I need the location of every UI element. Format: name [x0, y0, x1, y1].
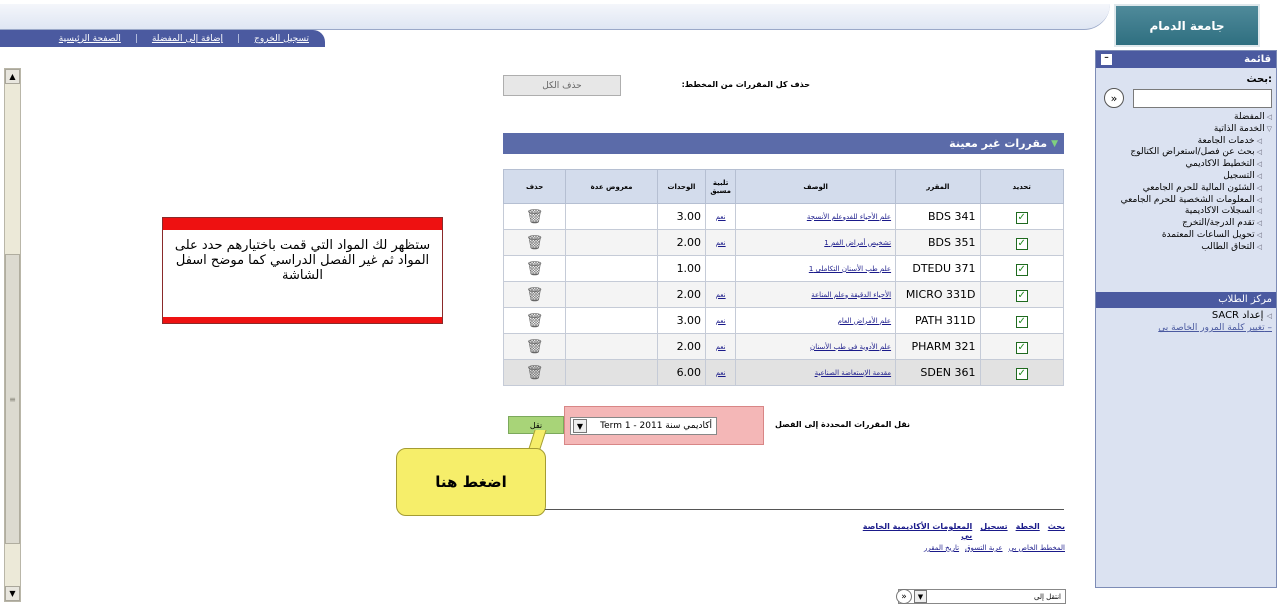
trash-icon[interactable]: 🗑 — [525, 338, 544, 355]
top-banner-curve — [0, 4, 1110, 30]
sidebar-item-label: المعلومات الشخصية للحرم الجامعي — [1120, 194, 1255, 205]
offered-cell — [566, 360, 657, 386]
nav-favorites-link[interactable]: إضافة إلى المفضلة — [151, 33, 224, 44]
table-row — [504, 334, 1064, 360]
prereq-cell — [706, 256, 736, 282]
select-cell — [980, 230, 1064, 256]
sidebar-item-label: التحاق الطالب — [1201, 241, 1255, 252]
instruction-text: ستظهر لك المواد التي قمت باختيارهم حدد على المواد ثم غير الفصل الدراسي كما موضح اسفل الشاشة — [174, 238, 431, 283]
header-description: الوصف — [736, 170, 896, 204]
table-row — [504, 204, 1064, 230]
trash-icon[interactable]: 🗑 — [525, 312, 544, 329]
sidebar-item-label: تغيير كلمة المرور الخاصة بي — [1158, 323, 1265, 333]
sidebar-item-label: بحث عن فصل/استعراض الكتالوج — [1130, 147, 1255, 158]
divider — [545, 509, 1064, 510]
prereq-cell — [706, 308, 736, 334]
description-cell — [736, 334, 896, 360]
offered-cell — [566, 230, 657, 256]
sidebar-item-label: مركز الطلاب — [1218, 294, 1272, 305]
top-nav — [0, 30, 325, 47]
sidebar-item-label: تحويل الساعات المعتمدة — [1161, 229, 1255, 240]
nav-separator: | — [237, 33, 241, 44]
sidebar-item-student-center[interactable] — [1096, 292, 1276, 308]
prereq-link[interactable]: نعم — [715, 238, 726, 247]
move-button[interactable]: نقل — [508, 416, 564, 434]
delete-cell — [504, 282, 566, 308]
scroll-up-icon[interactable]: ▲ — [5, 69, 20, 84]
sidebar-item[interactable] — [1096, 206, 1276, 218]
dropdown-arrow-icon[interactable]: ▼ — [573, 419, 587, 433]
select-checkbox[interactable]: ✓ — [1017, 367, 1026, 379]
description-link[interactable]: الأحياء الدقيقة وعلم المناعة — [811, 290, 892, 299]
description-cell — [736, 204, 896, 230]
description-link[interactable]: علم الأحياء للفدوعلم الأنسجة — [806, 212, 892, 221]
sidebar-menu-list — [1096, 112, 1276, 254]
units-cell: 3.00 — [657, 308, 705, 334]
course-code-cell: DTEDU 371 — [896, 256, 980, 282]
select-checkbox[interactable]: ✓ — [1017, 315, 1026, 327]
university-logo: جامعة الدمام — [1114, 4, 1260, 47]
offered-cell — [566, 282, 657, 308]
scroll-thumb[interactable]: ≡ — [5, 254, 20, 544]
description-cell — [736, 360, 896, 386]
table-row — [504, 230, 1064, 256]
description-link[interactable]: علم الأدوية في طب الأسنان — [810, 342, 892, 351]
sidebar-menu — [1095, 50, 1277, 588]
sidebar-item[interactable] — [1096, 183, 1276, 195]
description-link[interactable]: مقدمة الإستعاضة الصناعية — [814, 368, 892, 377]
select-cell — [980, 360, 1064, 386]
delete-cell — [504, 204, 566, 230]
sidebar-item[interactable] — [1096, 242, 1276, 254]
scroll-down-icon[interactable]: ▼ — [5, 586, 20, 601]
offered-cell — [566, 334, 657, 360]
remove-all-label: حذف كل المقررات من المخطط: — [681, 80, 810, 89]
table-row — [504, 256, 1064, 282]
sidebar-item-label: المفضلة — [1234, 112, 1265, 122]
bottom-link-academics[interactable]: المعلومات الأكاديمية الخاصة بي — [862, 522, 973, 540]
course-code-cell: SDEN 361 — [896, 360, 980, 386]
prereq-cell — [706, 282, 736, 308]
expand-arrow-icon: ◁ — [1256, 219, 1262, 228]
course-code-cell: BDS 341 — [896, 204, 980, 230]
delete-cell — [504, 360, 566, 386]
goto-select[interactable]: انتقل إلى — [898, 589, 1066, 604]
course-code-cell: MICRO 331D — [896, 282, 980, 308]
move-courses-label: نقل المقررات المحددة إلى الفصل — [775, 420, 910, 429]
nav-logout-link[interactable]: تسجيل الخروج — [254, 33, 309, 44]
select-checkbox[interactable]: ✓ — [1017, 237, 1026, 249]
course-code-cell: PHARM 321 — [896, 334, 980, 360]
prereq-cell — [706, 360, 736, 386]
bottom-links-primary — [860, 522, 1065, 540]
select-checkbox[interactable]: ✓ — [1017, 289, 1026, 301]
bottom-link-enroll[interactable]: تسجيل — [980, 522, 1008, 531]
description-cell — [736, 308, 896, 334]
select-checkbox[interactable]: ✓ — [1017, 341, 1026, 353]
dropdown-arrow-icon[interactable]: ▼ — [914, 590, 927, 603]
prereq-cell — [706, 334, 736, 360]
click-here-callout: اضغط هنا — [396, 448, 546, 516]
select-cell — [980, 282, 1064, 308]
nav-separator: | — [134, 33, 138, 44]
header-offered: معروض عدة — [566, 170, 657, 204]
go-arrow-icon[interactable]: » — [896, 589, 912, 604]
trash-icon[interactable]: 🗑 — [525, 234, 544, 251]
select-cell — [980, 308, 1064, 334]
sidebar-title: قائمة — [1244, 54, 1271, 65]
description-cell — [736, 256, 896, 282]
table-row — [504, 282, 1064, 308]
section-header — [503, 133, 1064, 154]
delete-cell — [504, 308, 566, 334]
sidebar-item-label: التسجيل — [1223, 170, 1255, 181]
description-link[interactable]: علم الأمراض العام — [837, 316, 892, 325]
bottom-link-cart[interactable]: عربة التسوق — [965, 544, 1003, 552]
sidebar-item-label: التخطيط الأكاديمي — [1185, 159, 1255, 170]
sidebar-item[interactable] — [1096, 195, 1276, 207]
units-cell: 2.00 — [657, 334, 705, 360]
search-label: بحث: — [1246, 74, 1272, 85]
header-prereq: تلبية مسبق — [706, 170, 736, 204]
sidebar-item-label: تقدم الدرجة/التخرج — [1182, 218, 1255, 229]
description-link[interactable]: تشخيص أمراض الفم 1 — [824, 238, 892, 247]
select-cell — [980, 256, 1064, 282]
units-cell: 6.00 — [657, 360, 705, 386]
sidebar-item[interactable] — [1096, 171, 1276, 183]
trash-icon[interactable]: 🗑 — [525, 260, 544, 277]
expand-arrow-icon: ◁ — [1256, 230, 1262, 239]
sidebar-item-label: إعداد SACR — [1211, 310, 1264, 321]
delete-cell — [504, 256, 566, 282]
header-course: المقرر — [896, 170, 980, 204]
sidebar-item-label: السجلات الأكاديمية — [1184, 206, 1255, 217]
minimize-icon[interactable]: – — [1101, 54, 1112, 65]
delete-cell — [504, 334, 566, 360]
nav-home-link[interactable]: الصفحة الرئيسية — [58, 33, 121, 44]
vertical-scrollbar[interactable] — [4, 68, 21, 602]
search-input[interactable] — [1133, 89, 1272, 108]
bottom-links-secondary — [860, 544, 1065, 552]
expand-arrow-icon: ◁ — [1256, 171, 1262, 180]
expand-arrow-icon: ◁ — [1266, 113, 1272, 121]
remove-all-button[interactable]: حذف الكل — [503, 75, 621, 96]
units-cell: 2.00 — [657, 282, 705, 308]
sidebar-item[interactable] — [1096, 218, 1276, 230]
prereq-cell — [706, 230, 736, 256]
sidebar-extra-items — [1096, 310, 1276, 334]
header-select: تحديد — [980, 170, 1064, 204]
sidebar-item[interactable] — [1096, 112, 1276, 124]
section-title: مقررات غير معينة — [949, 137, 1048, 150]
term-select[interactable] — [570, 417, 717, 435]
select-cell — [980, 204, 1064, 230]
collapse-triangle-icon[interactable]: ▼ — [1051, 138, 1058, 149]
offered-cell — [566, 256, 657, 282]
prereq-link[interactable]: نعم — [715, 212, 726, 221]
table-row — [504, 308, 1064, 334]
expand-arrow-icon: ◁ — [1256, 160, 1262, 169]
trash-icon[interactable]: 🗑 — [525, 364, 544, 381]
offered-cell — [566, 308, 657, 334]
instruction-callout — [162, 217, 443, 324]
callout-top-bar — [163, 218, 442, 230]
bottom-link-my-planner[interactable]: المخطط الخاص بي — [1008, 544, 1065, 552]
prereq-link[interactable]: نعم — [715, 342, 726, 351]
callout-bottom-bar — [163, 317, 442, 323]
sidebar-item-change-password[interactable]: – تغيير كلمة المرور الخاصة بي — [1158, 323, 1272, 333]
sidebar-item[interactable] — [1096, 124, 1276, 136]
table-row — [504, 360, 1064, 386]
expand-arrow-icon: ◁ — [1256, 242, 1262, 251]
prereq-link[interactable]: نعم — [715, 316, 726, 325]
expand-arrow-icon: ◁ — [1256, 148, 1262, 157]
trash-icon[interactable]: 🗑 — [525, 286, 544, 303]
select-cell — [980, 334, 1064, 360]
expand-arrow-icon: ◁ — [1266, 312, 1272, 320]
bottom-link-plan[interactable]: الخطة — [1015, 522, 1040, 531]
description-cell — [736, 230, 896, 256]
units-cell: 3.00 — [657, 204, 705, 230]
sidebar-item-label: خدمات الجامعة — [1197, 135, 1255, 146]
sidebar-item-sacr[interactable] — [1096, 310, 1276, 322]
expand-arrow-icon: ◁ — [1256, 207, 1262, 216]
expand-arrow-icon: ◁ — [1256, 136, 1262, 145]
expand-arrow-icon: ◁ — [1256, 183, 1262, 192]
trash-icon[interactable]: 🗑 — [525, 208, 544, 225]
sidebar-item[interactable] — [1096, 136, 1276, 148]
expanded-arrow-icon: ▽ — [1266, 124, 1272, 133]
select-checkbox[interactable]: ✓ — [1017, 263, 1026, 275]
units-cell: 2.00 — [657, 230, 705, 256]
sidebar-item[interactable] — [1096, 147, 1276, 159]
course-table — [503, 169, 1064, 386]
expand-arrow-icon: ◁ — [1256, 195, 1262, 204]
course-code-cell: BDS 351 — [896, 230, 980, 256]
table-header-row — [504, 170, 1064, 204]
bottom-link-search[interactable]: بحث — [1047, 522, 1065, 531]
sidebar-header — [1096, 51, 1276, 68]
select-checkbox[interactable]: ✓ — [1017, 211, 1026, 223]
term-select-value: أكاديمي سنة 2011 - Term 1 — [600, 421, 712, 431]
units-cell: 1.00 — [657, 256, 705, 282]
bottom-link-course-history[interactable]: تاريخ المقرر — [924, 544, 960, 552]
offered-cell — [566, 204, 657, 230]
search-go-icon[interactable]: » — [1104, 88, 1124, 108]
header-units: الوحدات — [657, 170, 705, 204]
sidebar-item[interactable] — [1096, 159, 1276, 171]
prereq-link[interactable]: نعم — [715, 368, 726, 377]
course-code-cell: PATH 311D — [896, 308, 980, 334]
prereq-cell — [706, 204, 736, 230]
delete-cell — [504, 230, 566, 256]
sidebar-item-label: الخدمة الذاتية — [1213, 123, 1265, 134]
description-link[interactable]: علم طب الأسنان التكاملي 1 — [808, 264, 892, 273]
sidebar-item[interactable] — [1096, 230, 1276, 242]
sidebar-item-label: الشئون المالية للحرم الجامعي — [1142, 182, 1255, 193]
description-cell — [736, 282, 896, 308]
header-delete: حذف — [504, 170, 566, 204]
prereq-link[interactable]: نعم — [715, 290, 726, 299]
